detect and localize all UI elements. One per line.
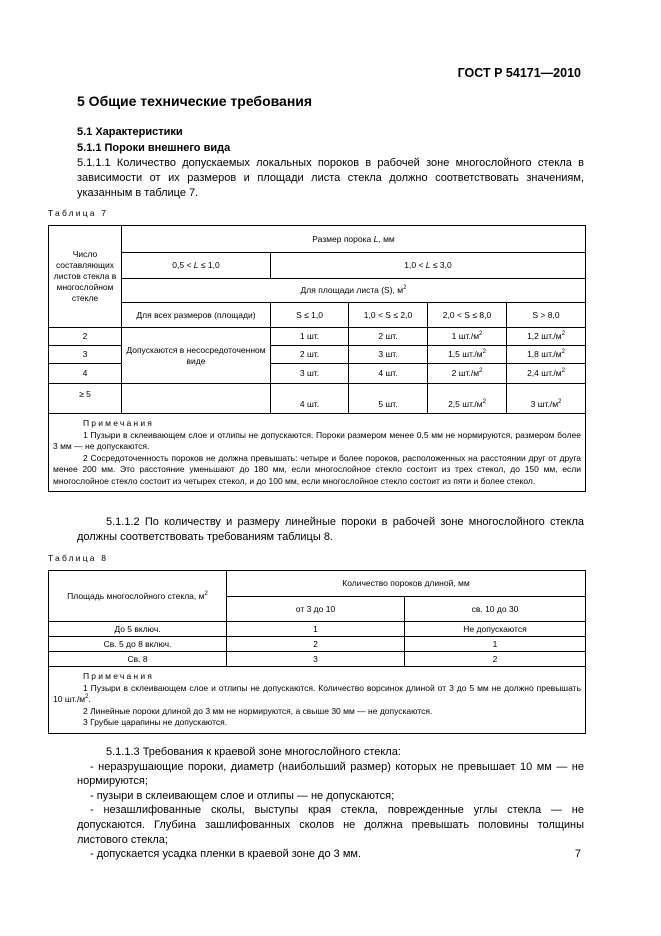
area-col: 1,0 < S ≤ 2,0 bbox=[349, 303, 428, 328]
table-8 bbox=[48, 570, 586, 734]
list-item: - неразрушающие пороки, диаметр (наибольший размер) которых не превышает 10 мм — не нормируются; bbox=[77, 760, 584, 788]
table8-notes: Примечания 1 Пузыри в склеивающем слое и отлипы не допускаются. Количество ворсинок длиной от 3 до 5 мм не должно превышать 10 $шт./м^2$. 2 Линейные пороки длиной до 3 мм не нормируются, а свыше 30 мм — не допускаются. 3 Грубые царапины не допускаются. bbox=[49, 667, 586, 734]
all-sizes-header: Для всех размеров (площади) bbox=[122, 303, 271, 328]
paragraph-5113: 5.1.1.3 Требования к краевой зоне многослойного стекла: - неразрушающие пороки, диаметр (наибольший размер) которых не превышает 10 мм — не нормируются; - пузыри в склеивающем слое и отлипы — не допускаются; - незашлифованные сколы, выступы края стекла, поврежденные углы стекла — не допускаются. Глубина зашлифованных сколов не должна превышать половины толщины листового стекла; - допускается усадка пленки в краевой зоне до 3 мм. bbox=[77, 746, 584, 861]
standard-header: ГОСТ Р 54171—2010 bbox=[457, 66, 581, 80]
area-header: Для площади листа (S), $м^2$ bbox=[122, 279, 586, 303]
subsubsection-title: 5.1.1 Пороки внешнего вида bbox=[77, 142, 231, 154]
merged-cell: Допускаются в несосредоточенном виде bbox=[122, 328, 271, 384]
table-row: 4 3 шт. 4 шт. 2 $шт./м^2$ 2,4 $шт./м^2$ bbox=[49, 364, 586, 384]
page-number: 7 bbox=[574, 848, 581, 860]
table-row: ≥ 5 4 шт. 5 шт. 2,5 $шт./м^2$ 3 $шт./м^2$ bbox=[49, 384, 586, 414]
section-title: 5 Общие технические требования bbox=[77, 93, 313, 109]
table-row: До 5 включ. 1 Не допускаются bbox=[49, 622, 586, 637]
area-col: 2,0 < S ≤ 8,0 bbox=[428, 303, 507, 328]
table-row: Св. 8 3 2 bbox=[49, 652, 586, 667]
table7-notes: Примечания 1 Пузыри в склеивающем слое и отлипы не допускаются. Пороки размером менее 0,5 мм не нормируются, размером более 3 мм — не допускаются. 2 Сосредоточенность пороков не должна превышать: четыре и более пороков, расположенных на расстоянии друг от друга менее 200 мм. Это расстояние уменьшают до 180 мм, если многослойное стекло состоит из трех стекол, до 150 мм, если многослойное стекло состоит из четырех стекол, и до 100 мм, если многослойное стекло состоит из пяти и более стекол. bbox=[49, 414, 586, 492]
col-10-30: св. 10 до 30 bbox=[405, 597, 586, 622]
list-item: - незашлифованные сколы, выступы края стекла, поврежденные углы стекла — не допускаются. Глубина зашлифованных сколов не должна превышать половины толщины листового стекла; bbox=[77, 804, 584, 846]
table-row: Св. 5 до 8 включ. 2 1 bbox=[49, 637, 586, 652]
list-item: - пузыри в склеивающем слое и отлипы — не допускаются; bbox=[90, 789, 395, 802]
area-col: S > 8,0 bbox=[507, 303, 586, 328]
range-small: 0,5 < L ≤ 1,0 bbox=[122, 253, 271, 279]
range-large: 1,0 < L ≤ 3,0 bbox=[271, 253, 586, 279]
subsection-title: 5.1 Характеристики bbox=[77, 126, 183, 138]
count-header: Количество пороков длиной, мм bbox=[227, 571, 586, 597]
table7-caption: Таблица 7 bbox=[48, 208, 109, 218]
table-row: 3 2 шт. 3 шт. 1,5 $шт./м^2$ 1,8 $шт./м^2$ bbox=[49, 346, 586, 364]
col-3-10: от 3 до 10 bbox=[227, 597, 405, 622]
area-header: Площадь многослойного стекла, $м^2$ bbox=[49, 571, 227, 622]
table8-caption: Таблица 8 bbox=[48, 553, 109, 563]
count-header: Число составляющих листов стекла в многослойном стекле bbox=[49, 226, 122, 328]
size-header: Размер порока L, мм bbox=[122, 226, 586, 253]
list-item: - допускается усадка пленки в краевой зоне до 3 мм. bbox=[90, 848, 361, 861]
table-7 bbox=[48, 225, 586, 492]
table-row: 2 Допускаются в несосредоточенном виде 1 шт. 2 шт. 1 $шт./м^2$ 1,2 $шт./м^2$ bbox=[49, 328, 586, 346]
area-col: S ≤ 1,0 bbox=[271, 303, 349, 328]
paragraph-5112: 5.1.1.2 По количеству и размеру линейные пороки в рабочей зоне многослойного стекла должны соответствовать требованиям таблицы 8. bbox=[77, 516, 584, 543]
paragraph-5111: 5.1.1.1 Количество допускаемых локальных пороков в рабочей зоне многослойного стекла в зависимости от их размеров и площади листа стекла должно соответствовать значениям, указанным в таблице 7. bbox=[77, 157, 584, 199]
